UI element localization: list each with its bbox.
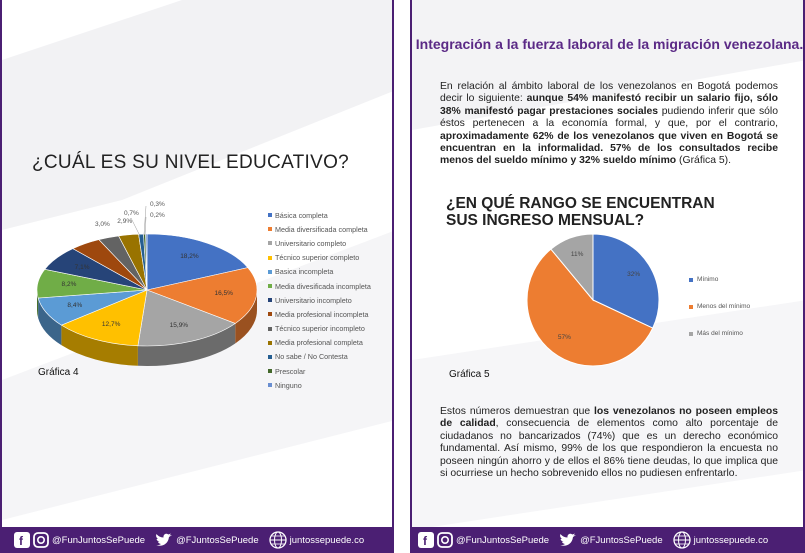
- legend-item: [268, 364, 371, 378]
- data-label: 0,2%: [150, 212, 165, 219]
- website-link: juntossepuede.co: [289, 534, 365, 546]
- data-label: 8,4%: [67, 301, 83, 309]
- data-label: 7,1%: [74, 263, 90, 271]
- globe-icon: [269, 531, 287, 549]
- footer-bar: [412, 527, 805, 553]
- footer-website[interactable]: [269, 531, 364, 549]
- left-page: [0, 0, 394, 553]
- legend-swatch: [268, 383, 272, 387]
- legend-label: Prescolar: [275, 366, 306, 376]
- legend-item: [268, 236, 371, 250]
- legend-label: No sabe / No Contesta: [275, 352, 348, 362]
- legend-swatch: [268, 298, 272, 302]
- legend-item: [268, 350, 371, 364]
- emphasized-text: aproximadamente 62% de los venezolanos que viven en Bogotá se encuentran en la informalidad. 57% de los consultados recibe menos del sueldo mínimo y 32% sueldo mínimo: [440, 130, 778, 167]
- legend-swatch: [268, 270, 272, 274]
- footer-bar: [2, 527, 394, 553]
- legend-swatch: [268, 227, 272, 231]
- footer-twitter[interactable]: [559, 533, 663, 548]
- emphasized-text: aunque 54% manifestó recibir un salario fijo, sólo 38% manifestó pagar prestaciones sociales: [440, 93, 778, 117]
- figure-caption: Gráfica 5: [449, 369, 490, 380]
- legend-label: Universitario incompleto: [275, 295, 352, 305]
- legend-item: [268, 322, 371, 336]
- education-legend: [268, 208, 371, 392]
- legend-label: Media divesificada incompleta: [275, 281, 371, 291]
- data-label: 32%: [627, 270, 641, 278]
- legend-item: [268, 307, 371, 321]
- legend-swatch: [268, 312, 272, 316]
- legend-label: Técnico superior completo: [275, 253, 360, 263]
- legend-label: Media profesional incompleta: [275, 309, 369, 319]
- legend-swatch: [268, 256, 272, 260]
- legend-swatch: [268, 341, 272, 345]
- legend-item: [268, 279, 371, 293]
- data-label: 12,7%: [101, 320, 121, 328]
- twitter-icon: [559, 533, 577, 548]
- legend-item: [689, 320, 750, 347]
- legend-label: Media profesional completa: [275, 338, 363, 348]
- figure-caption: Gráfica 4: [38, 367, 79, 378]
- instagram-icon: [33, 532, 49, 548]
- data-label: 0,7%: [124, 210, 139, 217]
- data-label: 16,5%: [214, 290, 233, 298]
- body-text: pudiendo inferir que sólo éstos pertenecen a la economía formal, y que, por el contrario,: [440, 105, 778, 130]
- facebook-handle: @FunJuntosSePuede: [456, 534, 550, 546]
- body-text: En relación al ámbito laboral de los venezolanos en Bogotá podemos decir lo siguiente:: [440, 81, 778, 105]
- legend-label: Universitario completo: [275, 238, 347, 248]
- income-legend: [689, 266, 750, 347]
- page-gutter: [394, 0, 410, 553]
- facebook-icon: [14, 532, 30, 548]
- legend-swatch: [689, 305, 693, 309]
- footer-twitter[interactable]: [155, 533, 259, 548]
- body-text: (Gráfica 5).: [676, 155, 732, 167]
- legend-label: Media diversificada completa: [275, 224, 368, 234]
- data-label: 0,3%: [150, 201, 165, 208]
- legend-label: Básica completa: [275, 210, 328, 220]
- data-label: 15,9%: [169, 321, 189, 329]
- data-label: 2,9%: [117, 218, 133, 226]
- svg-text:f: f: [423, 534, 427, 548]
- twitter-handle: @FJuntosSePuede: [580, 534, 663, 546]
- legend-swatch: [268, 213, 272, 217]
- footer-facebook[interactable]: [418, 532, 549, 548]
- chart-title: ¿CUÁL ES SU NIVEL EDUCATIVO?: [32, 152, 350, 173]
- legend-label: Mínimo: [697, 276, 719, 283]
- footer-facebook[interactable]: [14, 532, 145, 548]
- data-label: 8,2%: [61, 281, 77, 289]
- footer-website[interactable]: [673, 531, 768, 549]
- right-page: [410, 0, 805, 553]
- legend-item: [268, 378, 371, 392]
- data-label: 57%: [557, 333, 571, 341]
- body-text: , consecuencia de elementos como alto porcentaje de ciudadanos no bancarizados (74%) que es un derecho económico fundamental. Así mismo, 99% de los que respondieron la encuesta no poseen ningún ahorro y de ellos el 86% tiene deudas, lo que implica que si ocurriese un hecho sobrevenido ellos no pudiesen enfrentarlo.: [440, 418, 778, 480]
- leader-line: [131, 218, 140, 236]
- facebook-handle: @FunJuntosSePuede: [52, 534, 146, 546]
- website-link: juntossepuede.co: [693, 534, 769, 546]
- instagram-icon: [437, 532, 453, 548]
- legend-swatch: [268, 369, 272, 373]
- legend-item: [268, 265, 371, 279]
- data-label: 18,2%: [180, 253, 199, 261]
- legend-item: [268, 208, 371, 222]
- legend-swatch: [268, 284, 272, 288]
- section-heading: Integración a la fuerza laboral de la migración venezolana.: [415, 36, 804, 52]
- legend-label: Ninguno: [275, 380, 302, 390]
- legend-swatch: [689, 278, 693, 282]
- facebook-icon: [418, 532, 434, 548]
- legend-item: [268, 336, 371, 350]
- legend-item: [268, 251, 371, 265]
- body-text: Estos números demuestran que: [440, 406, 595, 417]
- twitter-icon: [155, 533, 173, 548]
- legend-label: Más del mínimo: [697, 330, 743, 337]
- emphasized-text: los venezolanos no poseen empleos de calidad: [440, 406, 779, 430]
- data-label: 11%: [570, 251, 584, 259]
- chart-title: ¿EN QUÉ RANGO SE ENCUENTRAN SUS INGRESO MENSUAL?: [446, 195, 715, 229]
- svg-text:f: f: [19, 534, 23, 548]
- legend-swatch: [268, 355, 272, 359]
- legend-item: [689, 293, 750, 320]
- legend-label: Basica incompleta: [275, 267, 334, 277]
- conclusion-paragraph: [440, 406, 778, 480]
- legend-swatch: [268, 327, 272, 331]
- legend-swatch: [268, 241, 272, 245]
- twitter-handle: @FJuntosSePuede: [176, 534, 259, 546]
- legend-item: [268, 222, 371, 236]
- legend-item: [268, 293, 371, 307]
- legend-label: Técnico superior incompleto: [275, 324, 365, 334]
- legend-swatch: [689, 332, 693, 336]
- data-label: 3,0%: [94, 221, 110, 229]
- globe-icon: [673, 531, 691, 549]
- legend-item: [689, 266, 750, 293]
- legend-label: Menos del mínimo: [697, 303, 751, 310]
